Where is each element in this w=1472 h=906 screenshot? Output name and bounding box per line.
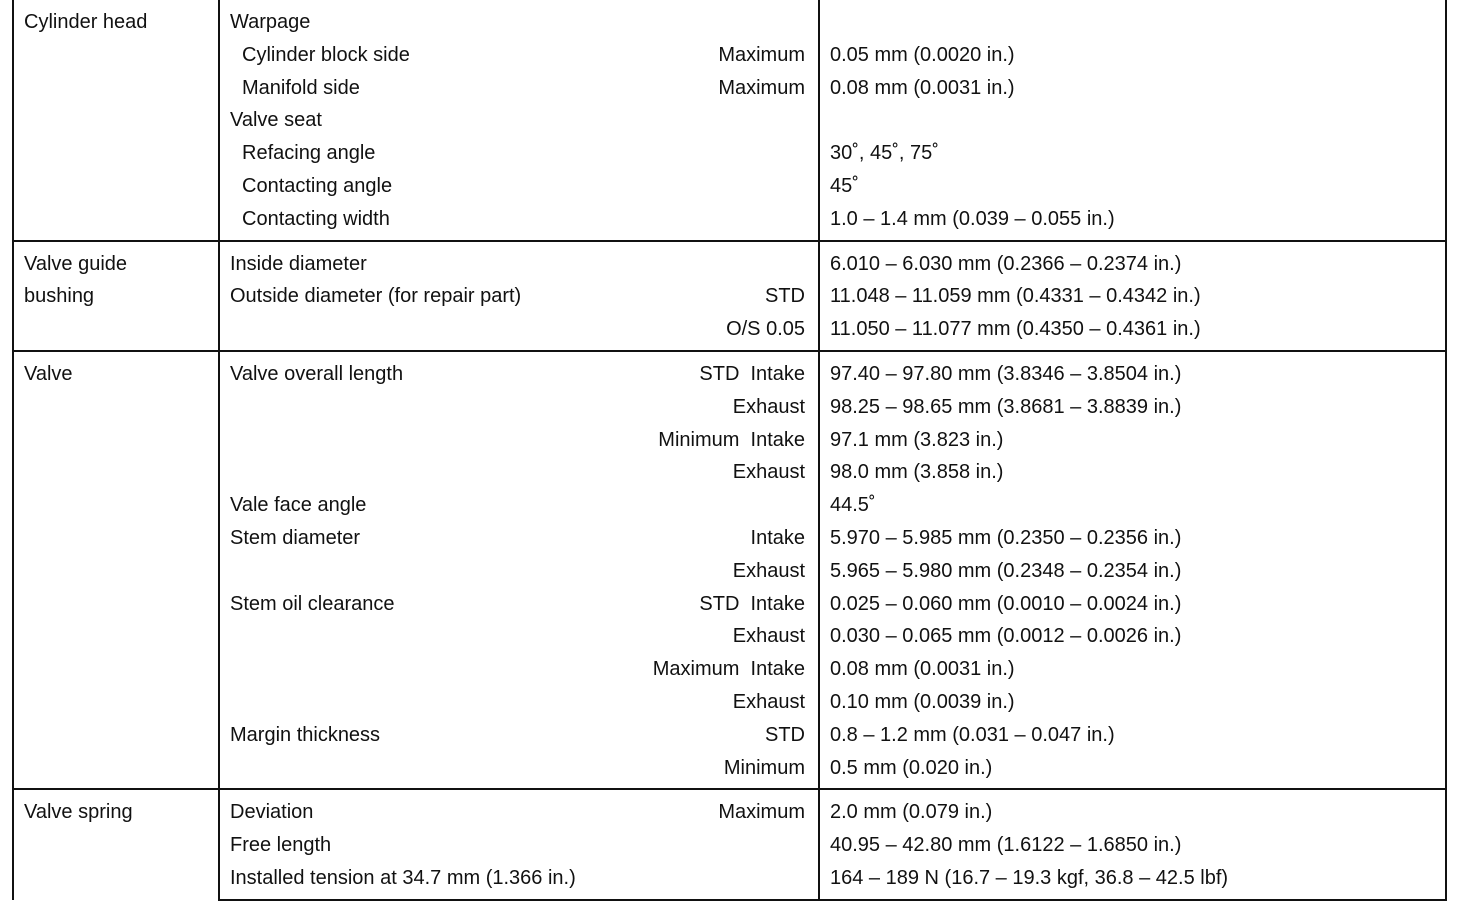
component-name xyxy=(13,351,219,789)
spec-row xyxy=(13,489,1446,522)
spec-qualifier: Maximum Intake xyxy=(652,658,805,681)
spec-value: 5.970 – 5.985 mm (0.2350 – 0.2356 in.) xyxy=(819,522,1446,555)
spec-value: 40.95 – 42.80 mm (1.6122 – 1.6850 in.) xyxy=(819,829,1446,862)
spec-value xyxy=(819,104,1446,137)
spec-item-cell xyxy=(219,137,819,170)
spec-item-cell xyxy=(219,489,819,522)
spec-value: 98.0 mm (3.858 in.) xyxy=(819,456,1446,489)
spec-qualifier: Minimum Intake xyxy=(658,428,805,451)
spec-row xyxy=(13,686,1446,719)
spec-item: Deviation xyxy=(230,801,314,824)
spec-item: Contacting width xyxy=(242,207,390,230)
spec-value: 0.10 mm (0.0039 in.) xyxy=(819,686,1446,719)
spec-item: Outside diameter (for repair part) xyxy=(230,285,522,308)
spec-item: Margin thickness xyxy=(230,723,381,746)
spec-item: Vale face angle xyxy=(230,494,367,517)
spec-row xyxy=(13,456,1446,489)
spec-item-cell xyxy=(219,203,819,241)
spec-item-cell xyxy=(219,588,819,621)
spec-value: 11.048 – 11.059 mm (0.4331 – 0.4342 in.) xyxy=(819,280,1446,313)
spec-item: Warpage xyxy=(230,11,311,33)
spec-item-cell xyxy=(219,170,819,203)
spec-qualifier: Maximum xyxy=(718,801,805,824)
spec-row xyxy=(13,424,1446,457)
spec-item: Free length xyxy=(230,834,332,857)
spec-item: Stem oil clearance xyxy=(230,592,395,615)
spec-row xyxy=(13,241,1446,281)
spec-item: Manifold side xyxy=(242,76,360,99)
spec-qualifier: Exhaust xyxy=(732,559,805,582)
spec-row xyxy=(13,137,1446,170)
spec-value: 6.010 – 6.030 mm (0.2366 – 0.2374 in.) xyxy=(819,241,1446,281)
spec-value: 45˚ xyxy=(819,170,1446,203)
spec-item: Refacing angle xyxy=(242,142,376,165)
component-name-text: Cylinder head xyxy=(24,11,148,33)
spec-row xyxy=(13,0,1446,39)
spec-row xyxy=(13,280,1446,313)
spec-item: Stem diameter xyxy=(230,526,361,549)
spec-item-cell xyxy=(219,456,819,489)
spec-item-cell xyxy=(219,862,819,900)
spec-qualifier: STD xyxy=(765,723,805,746)
spec-qualifier: Exhaust xyxy=(732,461,805,484)
spec-value: 164 – 189 N (16.7 – 19.3 kgf, 36.8 – 42.5 lbf) xyxy=(819,862,1446,900)
spec-value: 98.25 – 98.65 mm (3.8681 – 3.8839 in.) xyxy=(819,391,1446,424)
spec-item-cell xyxy=(219,752,819,790)
spec-qualifier: STD Intake xyxy=(699,362,805,385)
spec-value: 0.5 mm (0.020 in.) xyxy=(819,752,1446,790)
spec-row xyxy=(13,170,1446,203)
spec-row xyxy=(13,313,1446,351)
spec-row xyxy=(13,72,1446,105)
spec-qualifier: Maximum xyxy=(718,43,805,66)
spec-item-cell xyxy=(219,391,819,424)
component-name-line: bushing xyxy=(24,285,95,308)
spec-item-cell xyxy=(219,719,819,752)
spec-row xyxy=(13,588,1446,621)
spec-row xyxy=(13,862,1446,900)
spec-qualifier: Exhaust xyxy=(732,625,805,648)
component-name xyxy=(13,241,219,351)
spec-value: 2.0 mm (0.079 in.) xyxy=(819,789,1446,829)
spec-item-cell xyxy=(219,39,819,72)
spec-item-cell xyxy=(219,653,819,686)
spec-value: 97.1 mm (3.823 in.) xyxy=(819,424,1446,457)
spec-item: Cylinder block side xyxy=(242,43,410,66)
spec-item: Valve seat xyxy=(230,109,322,132)
spec-item-cell xyxy=(219,424,819,457)
spec-row xyxy=(13,351,1446,391)
spec-item: Inside diameter xyxy=(230,252,367,275)
spec-item: Valve overall length xyxy=(230,362,404,385)
spec-row xyxy=(13,620,1446,653)
spec-row xyxy=(13,752,1446,790)
spec-item-cell xyxy=(219,72,819,105)
spec-item: Contacting angle xyxy=(242,174,393,197)
spec-item-cell xyxy=(219,351,819,391)
spec-value: 97.40 – 97.80 mm (3.8346 – 3.8504 in.) xyxy=(819,351,1446,391)
spec-value xyxy=(819,0,1446,39)
spec-item-cell xyxy=(219,104,819,137)
spec-qualifier: STD Intake xyxy=(699,592,805,615)
spec-value: 0.08 mm (0.0031 in.) xyxy=(819,653,1446,686)
spec-qualifier: STD xyxy=(765,285,805,308)
spec-item-cell xyxy=(219,555,819,588)
component-name-text: Valve spring xyxy=(24,801,133,824)
spec-item-cell xyxy=(219,241,819,281)
spec-item-cell xyxy=(219,686,819,719)
component-name xyxy=(13,0,219,241)
spec-qualifier: Minimum xyxy=(723,756,805,779)
spec-qualifier: Exhaust xyxy=(732,690,805,713)
spec-value: 0.8 – 1.2 mm (0.031 – 0.047 in.) xyxy=(819,719,1446,752)
spec-value: 0.030 – 0.065 mm (0.0012 – 0.0026 in.) xyxy=(819,620,1446,653)
spec-item-cell xyxy=(219,0,819,39)
spec-table-body xyxy=(13,0,1446,900)
spec-item-cell xyxy=(219,280,819,313)
spec-value: 5.965 – 5.980 mm (0.2348 – 0.2354 in.) xyxy=(819,555,1446,588)
spec-qualifier: O/S 0.05 xyxy=(726,318,805,341)
service-specifications-table xyxy=(12,0,1447,901)
component-name-text: Valve xyxy=(24,362,73,385)
spec-qualifier: Exhaust xyxy=(732,395,805,418)
spec-row xyxy=(13,789,1446,829)
spec-value: 0.025 – 0.060 mm (0.0010 – 0.0024 in.) xyxy=(819,588,1446,621)
spec-value: 0.08 mm (0.0031 in.) xyxy=(819,72,1446,105)
spec-item-cell xyxy=(219,829,819,862)
spec-value: 1.0 – 1.4 mm (0.039 – 0.055 in.) xyxy=(819,203,1446,241)
spec-row xyxy=(13,39,1446,72)
spec-row xyxy=(13,555,1446,588)
spec-row xyxy=(13,391,1446,424)
spec-qualifier: Maximum xyxy=(718,76,805,99)
spec-qualifier: Intake xyxy=(750,526,805,549)
spec-item-cell xyxy=(219,313,819,351)
spec-item-cell xyxy=(219,522,819,555)
spec-row xyxy=(13,653,1446,686)
spec-row xyxy=(13,203,1446,241)
spec-row xyxy=(13,104,1446,137)
component-name-line: Valve guide xyxy=(24,252,128,275)
spec-item-cell xyxy=(219,789,819,829)
spec-row xyxy=(13,719,1446,752)
component-name xyxy=(13,789,219,899)
spec-value: 30˚, 45˚, 75˚ xyxy=(819,137,1446,170)
spec-row xyxy=(13,522,1446,555)
spec-item-cell xyxy=(219,620,819,653)
spec-value: 11.050 – 11.077 mm (0.4350 – 0.4361 in.) xyxy=(819,313,1446,351)
spec-value: 44.5˚ xyxy=(819,489,1446,522)
spec-value: 0.05 mm (0.0020 in.) xyxy=(819,39,1446,72)
spec-item: Installed tension at 34.7 mm (1.366 in.) xyxy=(230,866,576,889)
spec-row xyxy=(13,829,1446,862)
